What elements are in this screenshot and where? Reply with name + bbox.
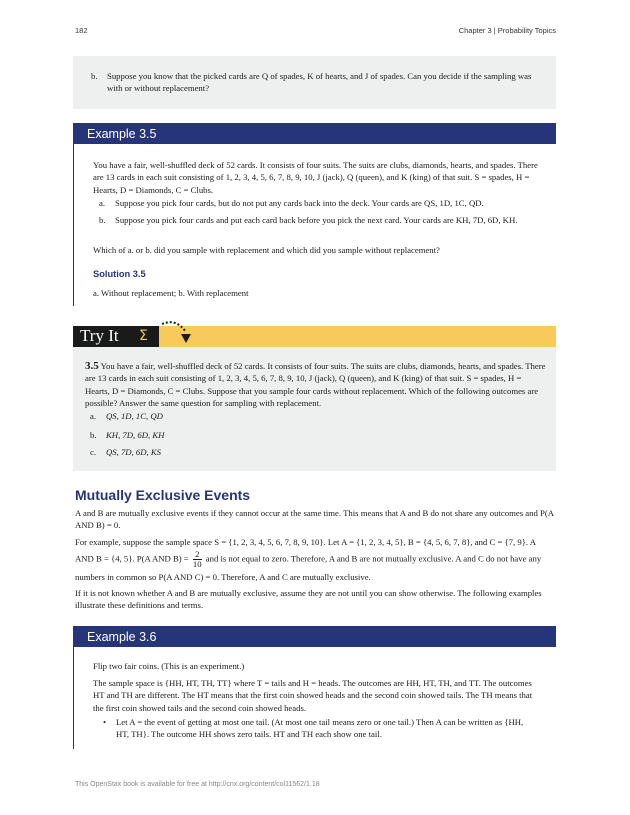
section-heading: Mutually Exclusive Events bbox=[75, 487, 251, 503]
item-label: b. bbox=[90, 430, 97, 440]
page-number: 182 bbox=[75, 26, 88, 35]
try-it-text: Try It bbox=[80, 326, 119, 345]
example-3-5-intro: You have a fair, well-shuffled deck of 52 cards. It consists of four suits. The suits are clubs, diamonds, hearts, and spades. There are 13 cards in each suit consisting of 1, 2, 3, 4, 5, 6, 7, 8, 9, 10, J (jack), Q (queen), and K (king) of that suit. S = spades, H = Hearts, D = Diamonds, C = Clubs. bbox=[93, 160, 538, 195]
item-text: Suppose you pick four cards, but do not put any cards back into the deck. Your cards are QS, 1D, 1C, QD. bbox=[115, 198, 484, 208]
try-it-label bbox=[73, 326, 159, 347]
example-3-6-sample-space: The sample space is {HH, HT, TH, TT} where T = tails and H = heads. The outcomes are HH, HT, TH, and TT. The outcomes HT and TH are different. The HT means that the first coin showed heads and the second coin showed tails. The TH means that the first coin showed tails and the second coin showed heads. bbox=[93, 678, 533, 713]
example-3-5-item-a bbox=[99, 197, 539, 210]
chapter-title: Chapter 3 | Probability Topics bbox=[458, 26, 556, 35]
item-text: Suppose you know that the picked cards are Q of spades, K of hearts, and J of spades. Can you decide if the sampling was with or without replacement? bbox=[107, 71, 532, 94]
try-it-text-body: You have a fair, well-shuffled deck of 52 cards. It consists of four suits. The suits are clubs, diamonds, hearts, and spades. There are 13 cards in each suit consisting of 1, 2, 3, 4, 5, 6, 7, 8, 9, 10, J (jack), Q (queen), and K (king) of that suit. S = spades, H = Hearts, D = Diamonds, C = Clubs. Suppose that you sample four cards without replacement. Which of the following outcomes are possible? Answer the same question for sampling with replacement. bbox=[85, 361, 546, 409]
fraction-numerator: 2 bbox=[193, 550, 202, 560]
exercise-continuation-box bbox=[73, 56, 556, 109]
try-it-item-b bbox=[90, 429, 530, 442]
example-3-6-header bbox=[73, 626, 556, 647]
try-it-item-c bbox=[90, 446, 530, 459]
example-title: Example 3.5 bbox=[87, 127, 157, 141]
mutually-exclusive-definition: A and B are mutually exclusive events if they cannot occur at the same time. This means that A and B do not share any outcomes and P(A AND B) = 0. bbox=[75, 508, 554, 531]
sigma-icon: Σ bbox=[139, 328, 148, 344]
fraction-denominator: 10 bbox=[192, 559, 202, 570]
example-text-after: and is not equal to zero. Therefore, A and B are not mutually exclusive. A and C do not have any numbers in common so P(A AND C) = 0. Therefore, A and C are mutually exclusive. bbox=[75, 553, 542, 583]
fraction bbox=[193, 550, 202, 569]
try-it-box bbox=[73, 347, 556, 471]
mutually-exclusive-assumption: If it is not known whether A and B are mutually exclusive, assume they are not until you can show otherwise. The following examples illustrate these definitions and terms. bbox=[75, 588, 542, 611]
example-3-5-item-b bbox=[99, 214, 539, 240]
example-3-5-question: Which of a. or b. did you sample with replacement and which did you sample without replacement? bbox=[93, 245, 440, 255]
item-label: b. bbox=[91, 71, 98, 81]
example-text-before: For example, suppose the sample space S = {1, 2, 3, 4, 5, 6, 7, 8, 9, 10}. Let A = {1, 2, 3, 4, 5}, B = {4, 5, 6, 7, 8}, and C = {7, 9}. A AND B = {4, 5}. P(A AND B) = bbox=[75, 537, 536, 564]
try-it-number: 3.5 bbox=[85, 360, 99, 372]
example-left-rule bbox=[73, 647, 75, 749]
item-text: QS, 1D, 1C, QD bbox=[106, 411, 163, 421]
item-text: Suppose you pick four cards and put each card back before you pick the next card. Your cards are KH, 7D, 6D, KH. bbox=[115, 215, 518, 225]
try-it-item-a bbox=[90, 410, 530, 423]
solution-title: Solution 3.5 bbox=[93, 269, 146, 279]
example-title: Example 3.6 bbox=[87, 630, 157, 644]
example-left-rule bbox=[73, 144, 75, 306]
footer-note: This OpenStax book is available for free at http://cnx.org/content/col11562/1.18 bbox=[75, 781, 320, 788]
example-3-6-bullet bbox=[103, 716, 538, 742]
item-text: QS, 7D, 6D, KS bbox=[106, 447, 162, 457]
mutually-exclusive-example bbox=[75, 534, 556, 586]
item-text: KH, 7D, 6D, KH bbox=[106, 430, 165, 440]
item-label: a. bbox=[99, 198, 106, 208]
item-label: b. bbox=[99, 215, 106, 225]
dotted-arrow-icon bbox=[158, 316, 194, 348]
bullet-text: Let A = the event of getting at most one tail. (At most one tail means zero or one tail.) Then A can be written as {HH, HT, TH}. The outcome HH shows zero tails. HT and TH each show one tail. bbox=[116, 717, 524, 740]
solution-text: a. Without replacement; b. With replacement bbox=[93, 288, 249, 298]
example-3-5-header bbox=[73, 123, 556, 144]
item-label: a. bbox=[90, 411, 97, 421]
item-label: c. bbox=[90, 447, 97, 457]
bullet-icon: • bbox=[103, 717, 107, 727]
example-3-6-intro: Flip two fair coins. (This is an experiment.) bbox=[93, 661, 245, 671]
try-it-question bbox=[85, 360, 546, 410]
